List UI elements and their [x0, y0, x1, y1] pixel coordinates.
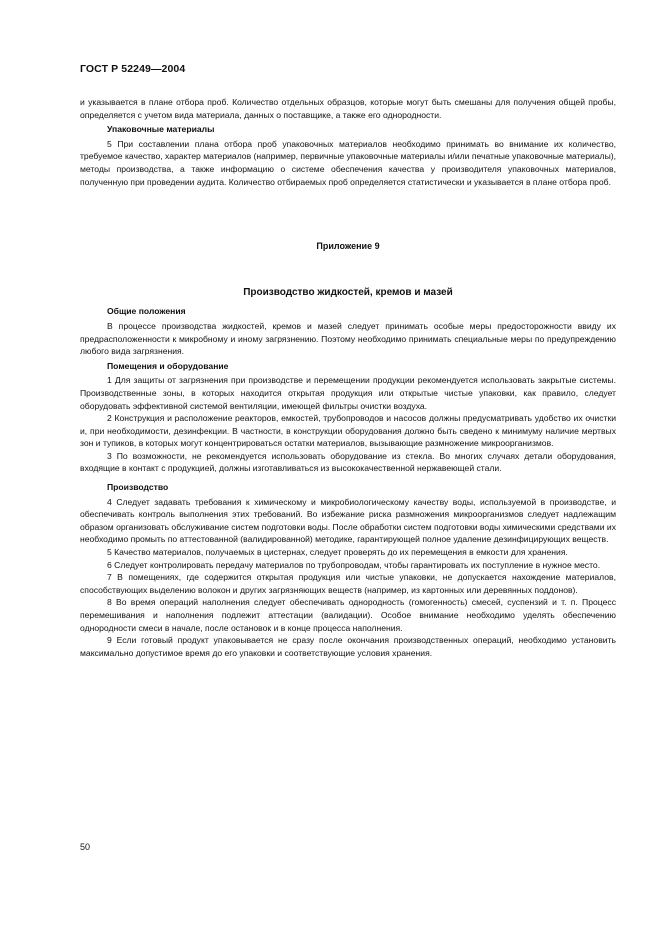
production-heading: Производство: [107, 482, 169, 493]
packaging-heading: Упаковочные материалы: [107, 124, 215, 135]
premises-item-1: 1 Для защиты от загрязнения при производстве и перемещении продукции рекомендуется использовать закрытые системы. Производственные зоны, в которых находится открытая продукция или открытые чистые упаковки, как правило, следует оборудовать эффективной системой вентиляции, имеющей фильтры очистки воздуха.: [80, 375, 616, 411]
item-5-paragraph: 5 При составлении плана отбора проб упаковочных материалов необходимо принимать во внимание их количество, требуемое качество, характер материалов (например, первичные упаковочные материалы и/или печатные упаковочные материалы), методы производства, а также информацию о системе обеспечения качества у производителя упаковочных материалов, полученную при проведении аудита. Количество отбираемых проб определяется статистически и указывается в плане отбора проб.: [80, 138, 616, 187]
appendix-title: Производство жидкостей, кремов и мазей: [243, 286, 453, 298]
production-item-6: 6 Следует контролировать передачу материалов по трубопроводам, чтобы гарантировать их поступление в нужное место.: [107, 559, 601, 570]
premises-item-2: 2 Конструкция и расположение реакторов, емкостей, трубопроводов и насосов должны предусматривать удобство их очистки и, при необходимости, дезинфекции. В частности, в конструкции оборудования должно быть сведено к минимуму наличие мертвых зон и тупиков, в которых могут концентрироваться остатки материалов, вызывающие размножение микроорганизмов.: [80, 413, 616, 449]
general-paragraph: В процессе производства жидкостей, кремов и мазей следует принимать особые меры предосторожности ввиду их предрасположенности к микробному и иному загрязнению. Поэтому необходимо принимать специальные меры по предупреждению любого вида загрязнения.: [80, 320, 616, 357]
appendix-label: Приложение 9: [316, 241, 380, 252]
page-body: [80, 96, 616, 659]
continuation-paragraph: и указывается в плане отбора проб. Количество отдельных образцов, которые могут быть смешаны для получения общей пробы, определяется с учетом вида материала, данных о поставщике, а также его однородности.: [80, 97, 616, 120]
production-item-8: 8 Во время операций наполнения следует обеспечивать однородность (гомогенность) смесей, суспензий и т. п. Процесс перемешивания и наполнения подлежит аттестации (валидации). Особое внимание необходимо уделять обеспечению однородности смеси в начале, после остановок и в конце процесса наполнения.: [80, 597, 616, 633]
premises-heading: Помещения и оборудование: [107, 360, 229, 371]
production-item-4: 4 Следует задавать требования к химическому и микробиологическому качеству воды, используемой в производстве, и обеспечивать контроль выполнения этих требований. Во избежание риска размножения микроорганизмов следует надлежащим образом организовать обслуживание систем подготовки воды. После обработки систем подготовки воды химическими средствами их необходимо промыть по аттестованной (валидированной) методике, гарантирующей полное удаление дезинфицирующих веществ.: [80, 496, 616, 545]
general-heading: Общие положения: [107, 306, 186, 317]
production-item-9: 9 Если готовый продукт упаковывается не сразу после окончания производственных операций, необходимо установить максимально допустимое время до его упаковки и соответствующие условия хранения.: [80, 635, 616, 658]
production-item-5: 5 Качество материалов, получаемых в цистернах, следует проверять до их перемещения в емкости для хранения.: [107, 547, 568, 558]
production-item-7: 7 В помещениях, где содержится открытая продукция или чистые упаковки, не допускается нахождение материалов, способствующих выделению волокон и других загрязняющих веществ (например, из картонных или деревянных поддонов).: [80, 572, 616, 595]
page-number: 50: [80, 842, 91, 852]
premises-item-3: 3 По возможности, не рекомендуется использовать оборудование из стекла. Во многих случаях детали оборудования, входящие в контакт с продукцией, должны изготавливаться из высококачественной нержавеющей стали.: [80, 450, 616, 474]
document-code: ГОСТ Р 52249—2004: [80, 63, 186, 75]
